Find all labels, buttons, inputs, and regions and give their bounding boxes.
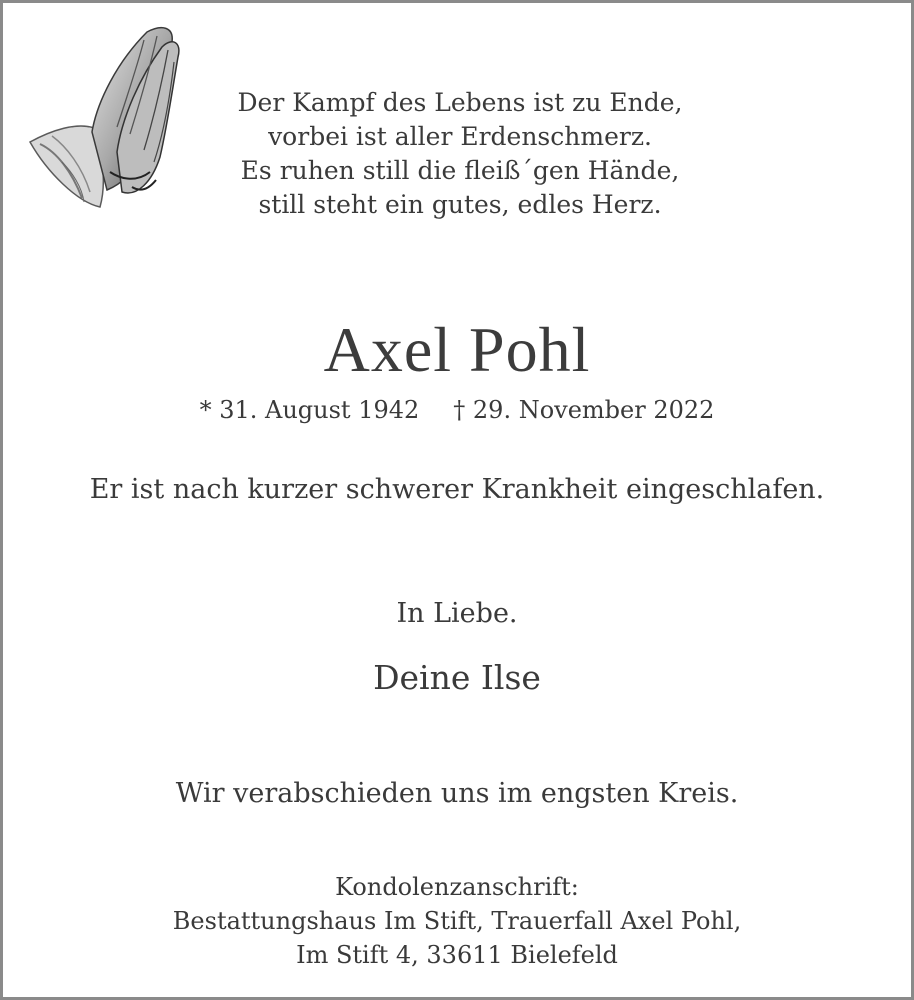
poem-line: Es ruhen still die fleiß´gen Hände, bbox=[240, 156, 680, 185]
poem-line: vorbei ist aller Erdenschmerz. bbox=[268, 122, 652, 151]
poem-line: still steht ein gutes, edles Herz. bbox=[258, 190, 662, 219]
birth-date: * 31. August 1942 bbox=[199, 396, 420, 424]
farewell-text: Wir verabschieden uns im engsten Kreis. bbox=[175, 778, 739, 809]
death-date: † 29. November 2022 bbox=[453, 396, 715, 424]
life-dates bbox=[0, 393, 914, 427]
condolence-heading: Kondolenzanschrift: bbox=[335, 873, 579, 901]
message-text: Er ist nach kurzer schwerer Krankheit eingeschlafen. bbox=[89, 474, 825, 505]
poem bbox=[200, 86, 720, 222]
condolence-line: Im Stift 4, 33611 Bielefeld bbox=[296, 941, 618, 969]
condolence-address bbox=[0, 870, 914, 972]
signature: Deine Ilse bbox=[373, 658, 541, 697]
deceased-name: Axel Pohl bbox=[323, 314, 591, 385]
poem-line: Der Kampf des Lebens ist zu Ende, bbox=[237, 88, 683, 117]
condolence-line: Bestattungshaus Im Stift, Trauerfall Axel Pohl, bbox=[172, 907, 742, 935]
closing-text: In Liebe. bbox=[396, 598, 518, 629]
praying-hands-icon bbox=[22, 22, 187, 217]
